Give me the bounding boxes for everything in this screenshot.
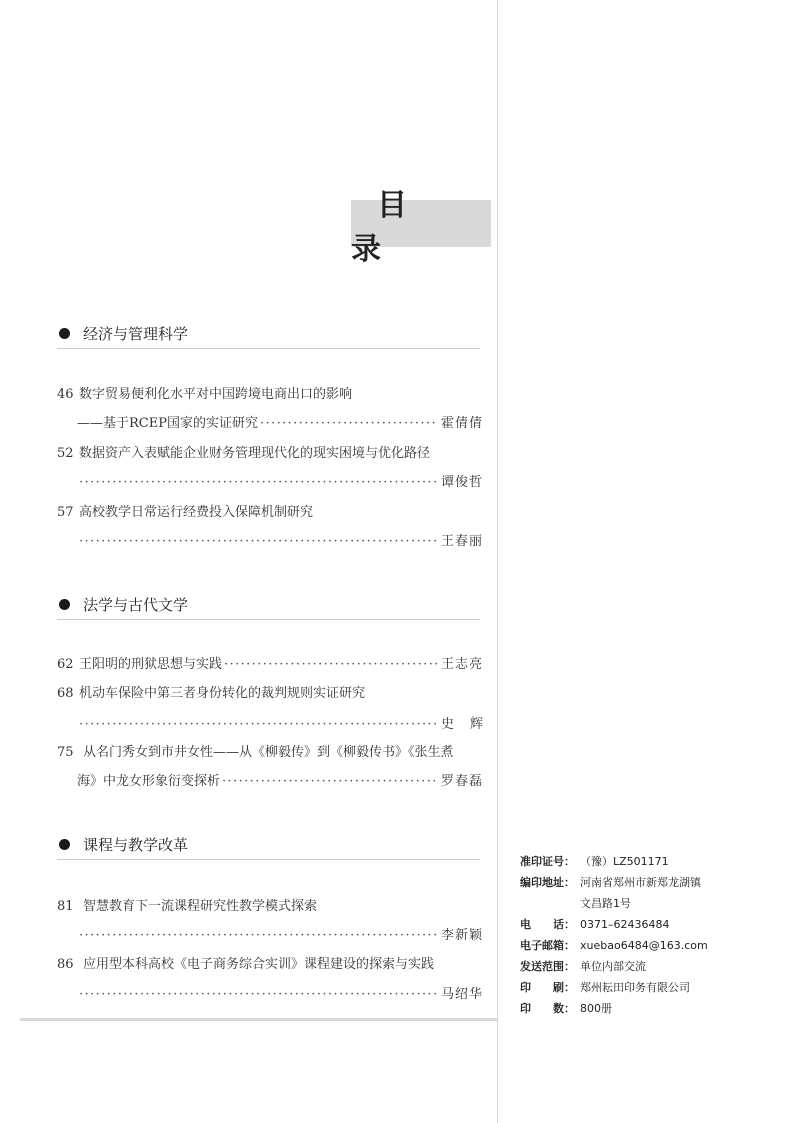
entry-author: 罗春磊 [440, 774, 483, 789]
leader-dots [224, 655, 437, 675]
entry-author: 霍倩倩 [440, 416, 483, 431]
toc-entry-75[interactable] [57, 743, 483, 763]
entry-title: 王阳明的刑狱思想与实践 [79, 657, 223, 672]
entry-title: 机动车保险中第三者身份转化的裁判规则实证研究 [79, 686, 366, 701]
toc-entry-62[interactable] [57, 655, 483, 675]
leader-dots [222, 772, 437, 792]
entry-author: 王志亮 [440, 657, 483, 672]
leader-dots [59, 715, 437, 735]
entry-author: 谭俊哲 [440, 475, 483, 490]
toc-entry-57[interactable] [57, 503, 483, 523]
toc-entry-68-author-line[interactable] [57, 715, 499, 735]
page-number: 68 [57, 686, 74, 701]
section-heading-economics [57, 318, 480, 349]
leader-dots [59, 985, 437, 1005]
entry-author: 马绍华 [440, 987, 483, 1002]
imprint-label: 电 话： [520, 918, 575, 931]
entry-title: 数字贸易便利化水平对中国跨境电商出口的影响 [79, 387, 353, 402]
entry-author: 王春丽 [440, 534, 483, 549]
imprint-label: 准印证号： [520, 855, 575, 868]
toc-entry-81-author-line[interactable] [57, 926, 483, 946]
imprint-label: 电子邮箱： [520, 939, 575, 952]
imprint-address [520, 872, 780, 893]
page-number: 46 [57, 387, 74, 402]
entry-title: 智慧教育下一流课程研究性教学模式探索 [83, 899, 318, 914]
entry-author: 史辉 [440, 717, 499, 732]
toc-entry-46-subtitle-line[interactable] [57, 414, 483, 434]
bullet-icon [59, 599, 70, 610]
section-heading-label: 法学与古代文学 [83, 595, 189, 614]
bullet-icon [59, 328, 70, 339]
leader-dots [59, 473, 437, 493]
page-number: 75 [57, 745, 74, 760]
imprint-label: 印 数： [520, 1002, 575, 1015]
page-number: 81 [57, 899, 74, 914]
toc-entry-52-author-line[interactable] [57, 473, 483, 493]
column-divider [497, 0, 498, 1123]
page-number: 57 [57, 505, 74, 520]
bullet-icon [59, 839, 70, 850]
entry-title: 高校教学日常运行经费投入保障机制研究 [79, 505, 314, 520]
imprint-value: 单位内部交流 [580, 960, 646, 973]
section-heading-label: 课程与教学改革 [83, 835, 189, 854]
imprint-value: 0371–62436484 [580, 918, 670, 931]
imprint-address-cont [520, 893, 780, 914]
imprint-value: 800册 [580, 1002, 612, 1015]
leader-dots [260, 414, 437, 434]
entry-subtitle: ——基于RCEP国家的实证研究 [77, 416, 258, 431]
toc-entry-86[interactable] [57, 955, 483, 975]
imprint-value: xuebao6484@163.com [580, 939, 708, 952]
section-heading-label: 经济与管理科学 [83, 324, 189, 343]
imprint-label: 编印地址： [520, 876, 575, 889]
toc-entry-52[interactable] [57, 444, 483, 464]
leader-dots [59, 926, 437, 946]
page-number: 62 [57, 657, 74, 672]
toc-entry-86-author-line[interactable] [57, 985, 483, 1005]
entry-author: 李新颖 [440, 928, 483, 943]
bottom-rule [20, 1018, 497, 1021]
leader-dots [59, 532, 437, 552]
toc-entry-68[interactable] [57, 684, 483, 704]
entry-title: 从名门秀女到市井女性——从《柳毅传》到《柳毅传书》《张生煮 [83, 745, 454, 760]
toc-entry-46[interactable] [57, 385, 483, 405]
imprint-label: 印 刷： [520, 981, 575, 994]
toc-entry-75-cont-line[interactable] [57, 772, 483, 792]
imprint-phone [520, 914, 780, 935]
toc-title: 目 录 [351, 200, 491, 247]
section-heading-law [57, 589, 480, 620]
section-heading-curriculum [57, 829, 480, 860]
imprint-printer [520, 977, 780, 998]
imprint-label: 发送范围： [520, 960, 575, 973]
page-number: 52 [57, 446, 74, 461]
imprint-value: （豫）LZ501171 [580, 855, 669, 868]
imprint-email [520, 935, 780, 956]
toc-entry-81[interactable] [57, 897, 483, 917]
toc-entry-57-author-line[interactable] [57, 532, 483, 552]
imprint-value: 文昌路1号 [580, 897, 631, 910]
imprint-distribution [520, 956, 780, 977]
imprint-permit [520, 851, 780, 872]
page-number: 86 [57, 957, 74, 972]
entry-title-continued: 海》中龙女形象衍变探析 [77, 774, 221, 789]
entry-title: 数据资产入表赋能企业财务管理现代化的现实困境与优化路径 [79, 446, 431, 461]
entry-title: 应用型本科高校《电子商务综合实训》课程建设的探索与实践 [83, 957, 435, 972]
imprint-info [520, 851, 780, 1019]
imprint-copies [520, 998, 780, 1019]
imprint-value: 郑州耘田印务有限公司 [580, 981, 690, 994]
imprint-value: 河南省郑州市新郑龙湖镇 [580, 876, 701, 889]
